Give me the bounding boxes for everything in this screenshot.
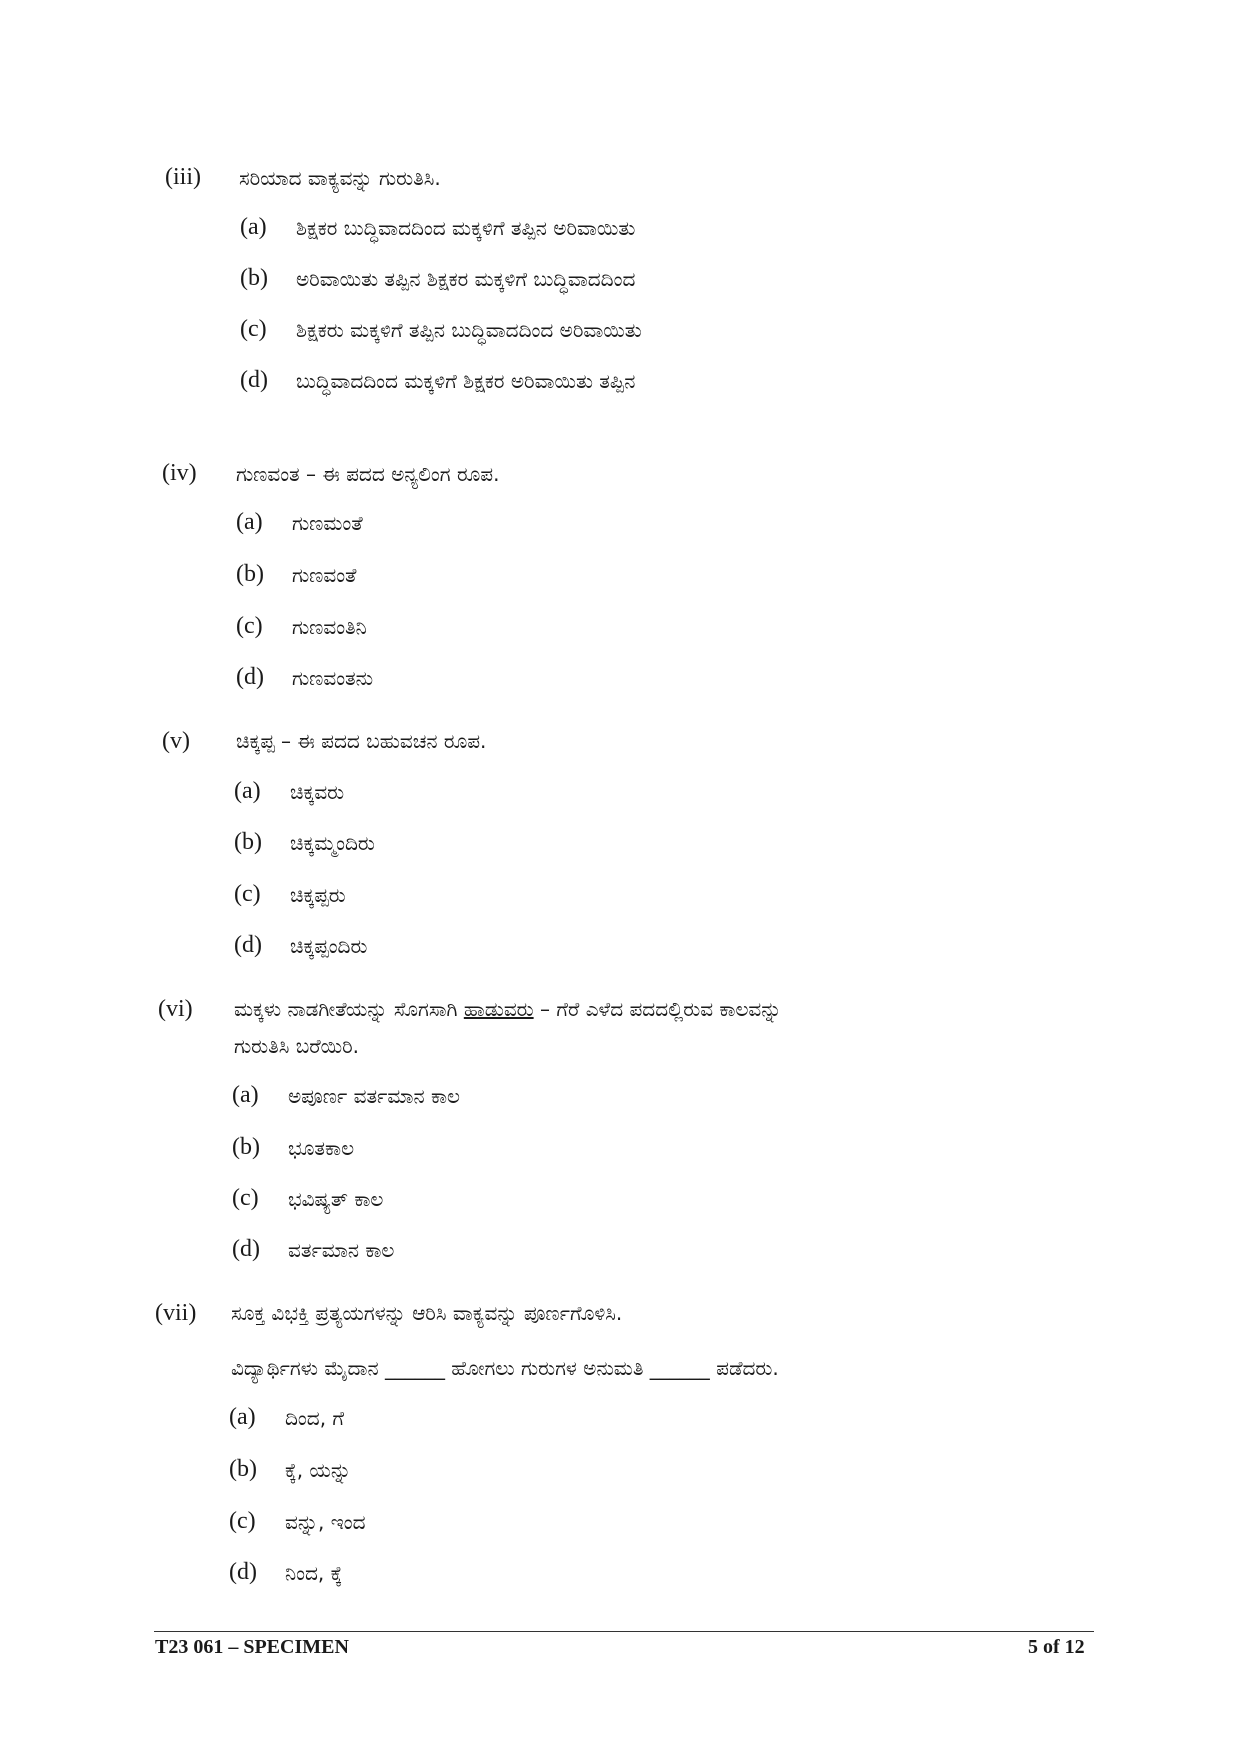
option-label: (c) bbox=[229, 1508, 256, 1534]
option-label: (d) bbox=[229, 1559, 257, 1585]
option-text: ಶಿಕ್ಷಕರ ಬುದ್ಧಿವಾದದಿಂದ ಮಕ್ಕಳಿಗೆ ತಪ್ಪಿನ ಅರಿವಾಯಿತು bbox=[296, 216, 636, 240]
option-label: (b) bbox=[240, 265, 268, 291]
option-text: ಕ್ಕೆ, ಯನ್ನು bbox=[285, 1458, 352, 1482]
option-text: ಅರಿವಾಯಿತು ತಪ್ಪಿನ ಶಿಕ್ಷಕರ ಮಕ್ಕಳಿಗೆ ಬುದ್ಧಿವಾದದಿಂದ bbox=[296, 267, 636, 291]
option-label: (d) bbox=[240, 367, 268, 393]
option-text: ನಿಂದ, ಕ್ಕೆ bbox=[285, 1561, 343, 1585]
question-text: ಗುಣವಂತ – ಈ ಪದದ ಅನ್ಯಲಿಂಗ ರೂಪ. bbox=[236, 462, 500, 486]
option-text: ಚಿಕ್ಕಪ್ಪಂದಿರು bbox=[290, 934, 368, 958]
option-label: (a) bbox=[234, 778, 261, 804]
option-text: ದಿಂದ, ಗೆ bbox=[285, 1406, 345, 1430]
page-number: 5 of 12 bbox=[1028, 1636, 1085, 1658]
paper-code: T23 061 – SPECIMEN bbox=[155, 1636, 349, 1658]
question-number: (vi) bbox=[158, 996, 193, 1022]
question-text: ಸೂಕ್ತ ವಿಭಕ್ತಿ ಪ್ರತ್ಯಯಗಳನ್ನು ಆರಿಸಿ ವಾಕ್ಯವನ್ನು ಪೂರ್ಣಗೊಳಿಸಿ. bbox=[231, 1301, 623, 1325]
option-label: (a) bbox=[229, 1404, 256, 1430]
option-label: (b) bbox=[234, 829, 262, 855]
option-text: ವನ್ನು, ಇಂದ bbox=[285, 1510, 366, 1534]
option-label: (c) bbox=[232, 1185, 259, 1211]
option-label: (d) bbox=[236, 664, 264, 690]
option-label: (a) bbox=[232, 1082, 259, 1108]
option-text: ಗುಣವಂತನು bbox=[292, 666, 374, 690]
option-text: ಭವಿಷ್ಯತ್ ಕಾಲ bbox=[288, 1187, 384, 1211]
option-label: (c) bbox=[236, 613, 263, 639]
question-number: (iii) bbox=[165, 164, 201, 190]
option-text: ಚಿಕ್ಕಪ್ಪರು bbox=[290, 883, 346, 907]
option-text: ಗುಣವಂತಿನಿ bbox=[292, 615, 367, 639]
option-text: ಬುದ್ಧಿವಾದದಿಂದ ಮಕ್ಕಳಿಗೆ ಶಿಕ್ಷಕರ ಅರಿವಾಯಿತು ತಪ್ಪಿನ bbox=[296, 369, 636, 393]
option-label: (b) bbox=[236, 561, 264, 587]
option-text: ವರ್ತಮಾನ ಕಾಲ bbox=[288, 1238, 395, 1262]
question-text-line2: ಗುರುತಿಸಿ ಬರೆಯಿರಿ. bbox=[234, 1034, 360, 1058]
question-text-pre: ಮಕ್ಕಳು ನಾಡಗೀತೆಯನ್ನು ಸೊಗಸಾಗಿ bbox=[234, 997, 464, 1021]
option-text: ಚಿಕ್ಕವರು bbox=[290, 780, 345, 804]
option-label: (a) bbox=[240, 214, 267, 240]
option-text: ಅಪೂರ್ಣ ವರ್ತಮಾನ ಕಾಲ bbox=[288, 1084, 460, 1108]
option-label: (b) bbox=[229, 1456, 257, 1482]
footer-divider bbox=[154, 1631, 1094, 1632]
question-text: ಸರಿಯಾದ ವಾಕ್ಯವನ್ನು ಗುರುತಿಸಿ. bbox=[239, 166, 441, 190]
fill-blank-sentence: ವಿದ್ಯಾರ್ಥಿಗಳು ಮೈದಾನ ______ ಹೋಗಲು ಗುರುಗಳ ಅನುಮತಿ ______ ಪಡೆದರು. bbox=[231, 1356, 779, 1380]
option-text: ಗುಣವಂತೆ bbox=[292, 563, 357, 587]
question-number: (vii) bbox=[155, 1300, 197, 1326]
question-text bbox=[234, 991, 781, 1028]
option-text: ಭೂತಕಾಲ bbox=[288, 1136, 355, 1160]
option-text: ಚಿಕ್ಕಮ್ಮಂದಿರು bbox=[290, 831, 375, 855]
option-label: (c) bbox=[234, 881, 261, 907]
option-label: (c) bbox=[240, 316, 267, 342]
option-text: ಗುಣಮಂತೆ bbox=[292, 511, 363, 535]
underlined-word: ಹಾಡುವರು bbox=[463, 997, 534, 1021]
question-number: (iv) bbox=[162, 460, 197, 486]
option-text: ಶಿಕ್ಷಕರು ಮಕ್ಕಳಿಗೆ ತಪ್ಪಿನ ಬುದ್ಧಿವಾದದಿಂದ ಅರಿವಾಯಿತು bbox=[296, 318, 642, 342]
option-label: (b) bbox=[232, 1134, 260, 1160]
question-text: ಚಿಕ್ಕಪ್ಪ – ಈ ಪದದ ಬಹುವಚನ ರೂಪ. bbox=[236, 729, 487, 753]
option-label: (a) bbox=[236, 509, 263, 535]
question-text-post: – ಗೆರೆ ಎಳೆದ ಪದದಲ್ಲಿರುವ ಕಾಲವನ್ನು bbox=[533, 997, 782, 1021]
question-number: (v) bbox=[162, 728, 190, 754]
option-label: (d) bbox=[232, 1236, 260, 1262]
option-label: (d) bbox=[234, 932, 262, 958]
